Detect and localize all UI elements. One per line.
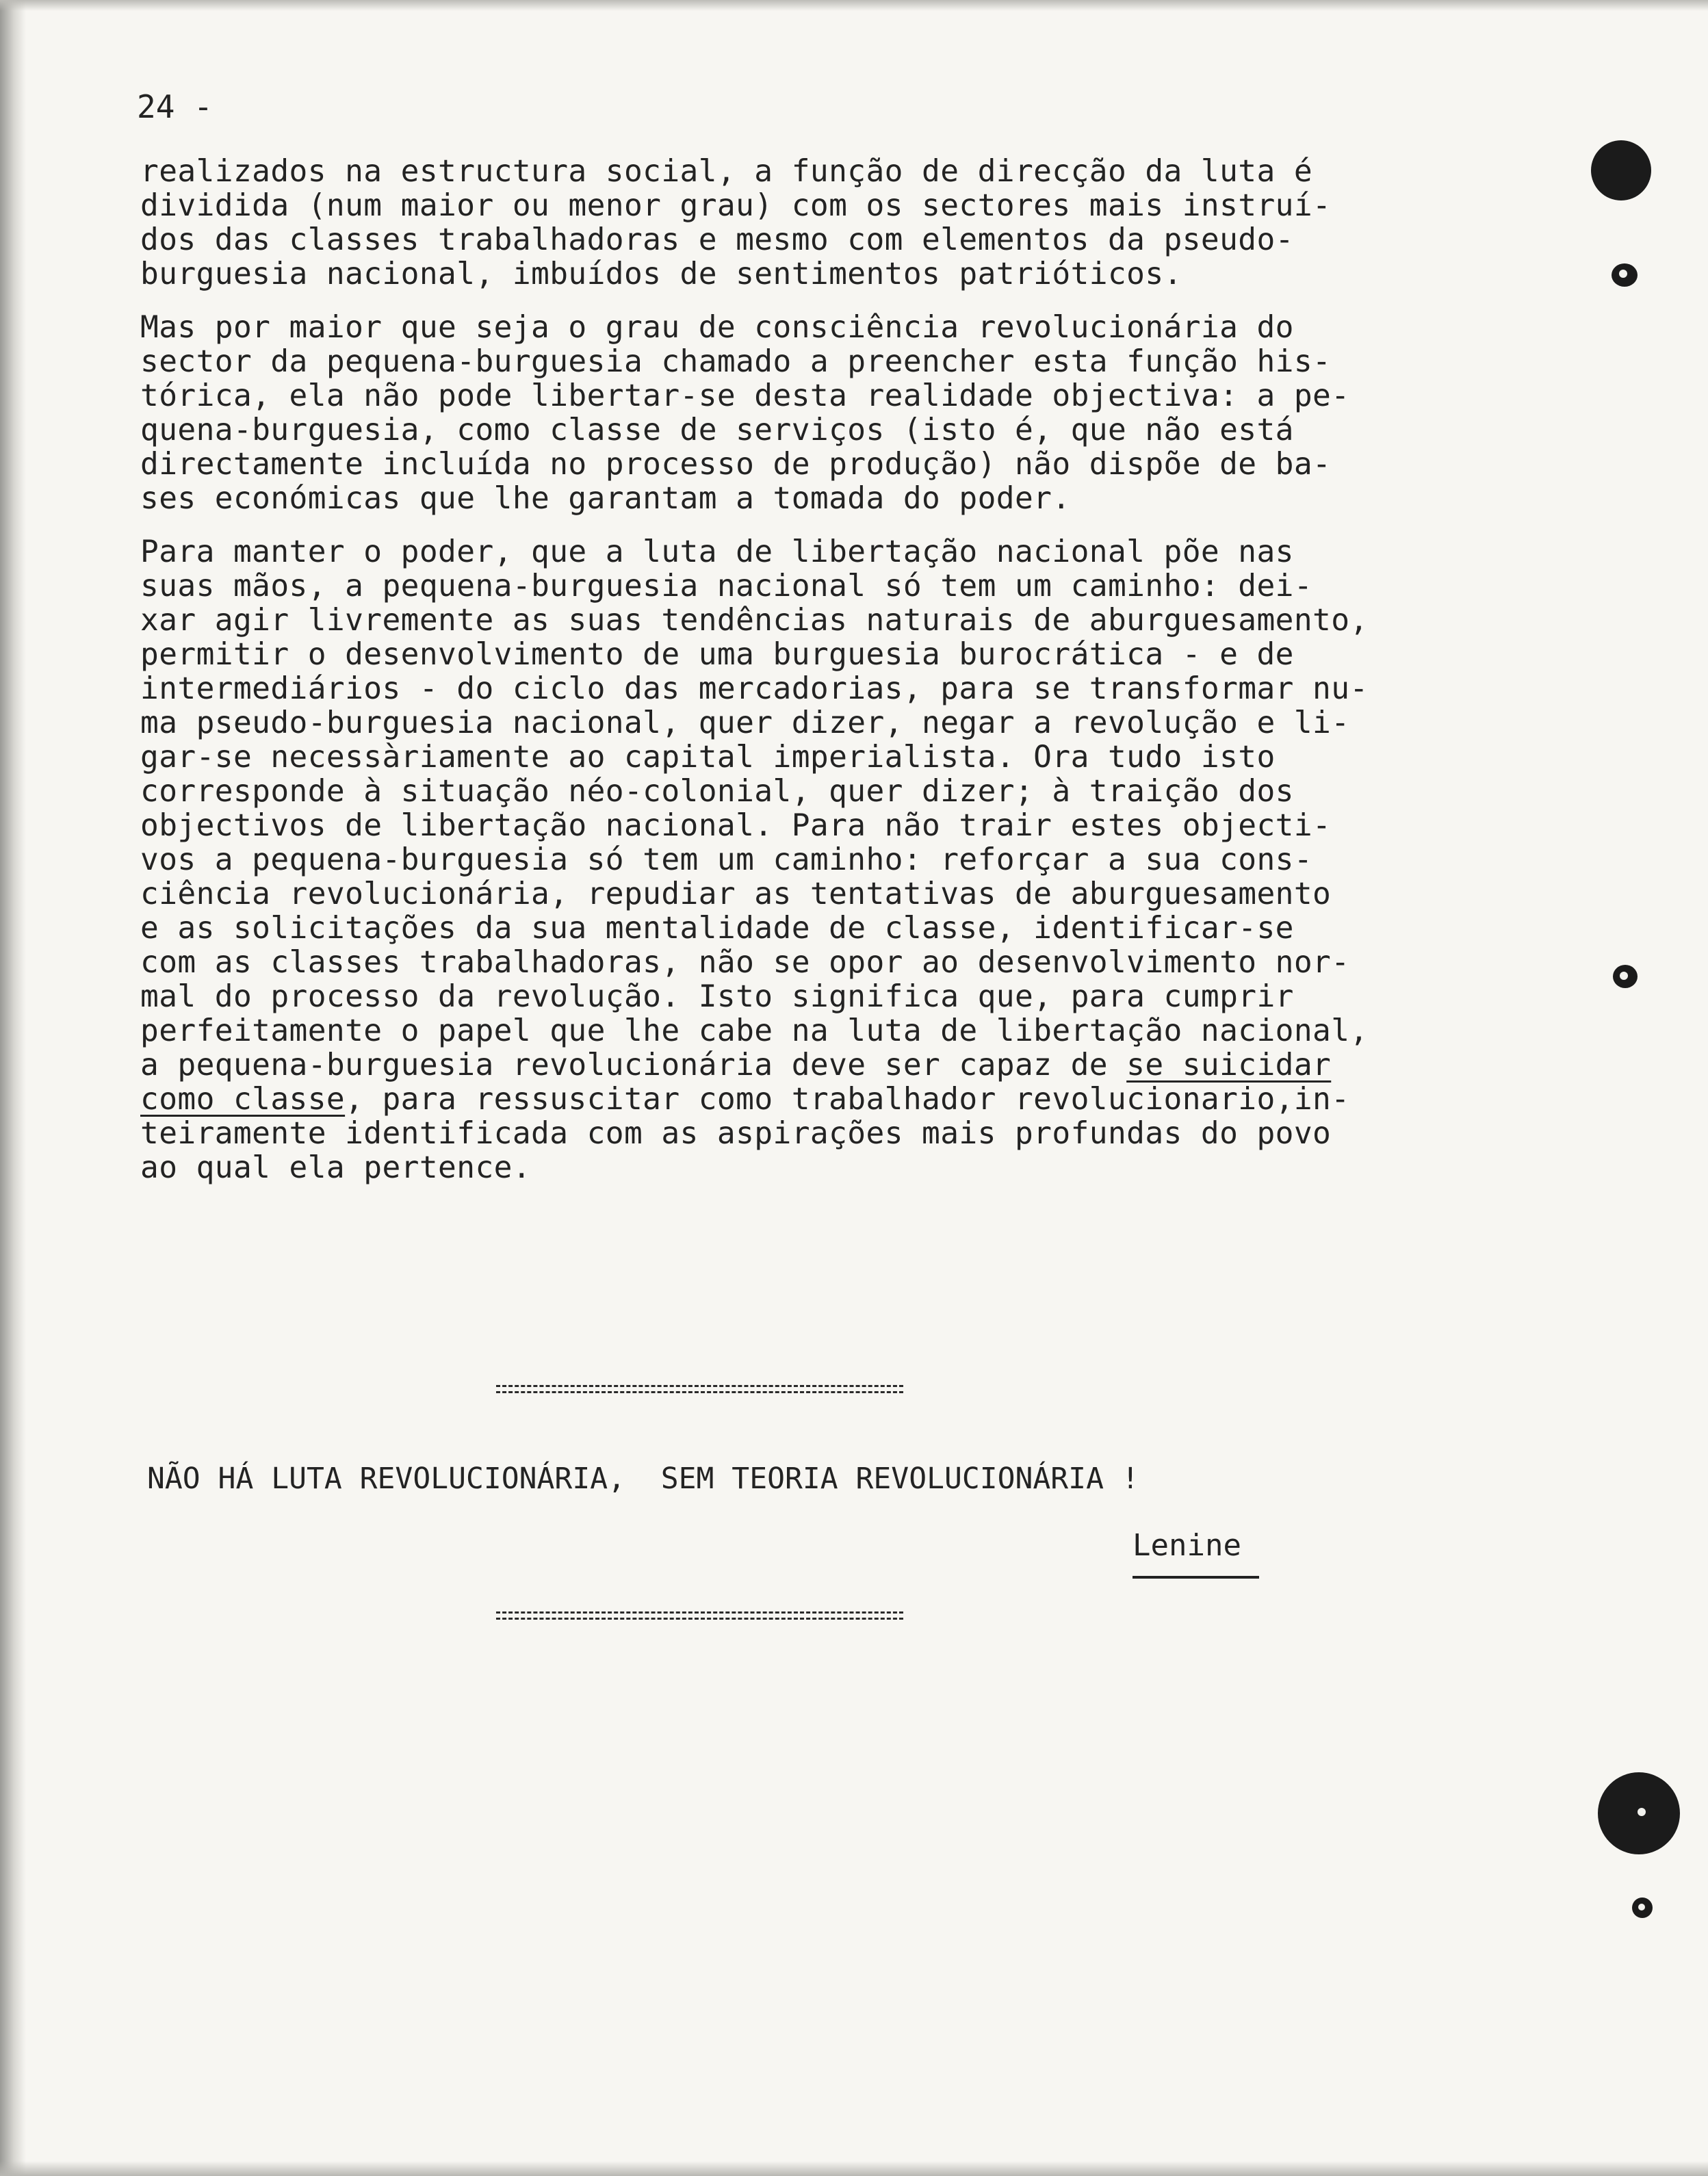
paragraph-1	[140, 155, 1509, 292]
text-segment: , para ressuscitar como trabalhador revolucionario,in-	[345, 1082, 1350, 1117]
scan-edge-bottom	[0, 2161, 1708, 2176]
scan-edge-top	[0, 0, 1708, 11]
text-line: ao qual ela pertence.	[140, 1150, 532, 1185]
binder-hole-large	[1591, 140, 1651, 200]
text-line: perfeitamente o papel que lhe cabe na luta de libertação nacional,	[140, 1013, 1369, 1048]
motto-quote: NÃO HÁ LUTA REVOLUCIONÁRIA, SEM TEORIA REVOLUCIONÁRIA !	[147, 1462, 1139, 1496]
text-line: e as solicitações da sua mentalidade de classe, identificar-se	[140, 911, 1294, 946]
text-line: objectivos de libertação nacional. Para não trair estes objecti-	[140, 808, 1332, 843]
text-line: dos das classes trabalhadoras e mesmo com elementos da pseudo-	[140, 222, 1294, 257]
double-rule-divider	[496, 1611, 903, 1622]
text-line: xar agir livremente as suas tendências naturais de aburguesamento,	[140, 603, 1369, 638]
paragraph-3	[140, 535, 1509, 1185]
text-line: realizados na estructura social, a função de direcção da luta é	[140, 154, 1313, 189]
text-line: mal do processo da revolução. Isto significa que, para cumprir	[140, 979, 1294, 1014]
text-line: corresponde à situação néo-colonial, quer dizer; à traição dos	[140, 774, 1294, 809]
underlined-phrase: como classe	[140, 1082, 346, 1117]
text-line: ma pseudo-burguesia nacional, quer dizer, negar a revolução e li-	[140, 705, 1350, 740]
scan-edge-left	[0, 0, 26, 2176]
body-text	[140, 155, 1509, 1204]
text-line: Mas por maior que seja o grau de consciência revolucionária do	[140, 310, 1294, 345]
page-number: 24 -	[137, 88, 213, 125]
paragraph-2	[140, 311, 1509, 516]
text-line-underlined	[140, 1083, 1509, 1117]
text-line: Para manter o poder, que a luta de libertação nacional põe nas	[140, 534, 1294, 569]
text-line: com as classes trabalhadoras, não se opor ao desenvolvimento nor-	[140, 945, 1350, 980]
text-line: ses económicas que lhe garantam a tomada do poder.	[140, 481, 1071, 516]
text-line: sector da pequena-burguesia chamado a preencher esta função his-	[140, 344, 1332, 379]
binder-hole-large	[1598, 1772, 1680, 1854]
binder-hole-small	[1612, 263, 1638, 287]
text-line-underlined	[140, 1048, 1509, 1083]
text-line: directamente incluída no processo de produção) não dispõe de ba-	[140, 447, 1332, 482]
text-line: permitir o desenvolvimento de uma burguesia burocrática - e de	[140, 637, 1294, 672]
author-underline	[1133, 1576, 1259, 1579]
text-line: gar-se necessàriamente ao capital imperialista. Ora tudo isto	[140, 740, 1276, 775]
text-line: dividida (num maior ou menor grau) com os sectores mais instruí-	[140, 188, 1332, 223]
text-segment: a pequena-burguesia revolucionária deve ser capaz de	[140, 1048, 1127, 1083]
quote-author: Lenine	[1133, 1528, 1241, 1563]
text-line: vos a pequena-burguesia só tem um caminho: reforçar a sua cons-	[140, 842, 1313, 877]
binder-hole-small	[1613, 965, 1638, 988]
text-line: intermediários - do ciclo das mercadorias, para se transformar nu-	[140, 671, 1369, 706]
text-line: suas mãos, a pequena-burguesia nacional só tem um caminho: dei-	[140, 569, 1313, 604]
double-rule-divider	[496, 1385, 903, 1396]
text-line: teiramente identificada com as aspirações mais profundas do povo	[140, 1116, 1332, 1151]
underlined-phrase: se suicidar	[1126, 1048, 1332, 1083]
text-line: quena-burguesia, como classe de serviços (isto é, que não está	[140, 413, 1294, 448]
text-line: tórica, ela não pode libertar-se desta realidade objectiva: a pe-	[140, 378, 1350, 413]
text-line: burguesia nacional, imbuídos de sentimentos patrióticos.	[140, 257, 1182, 292]
binder-hole-small	[1632, 1897, 1653, 1918]
text-line: ciência revolucionária, repudiar as tentativas de aburguesamento	[140, 877, 1332, 911]
